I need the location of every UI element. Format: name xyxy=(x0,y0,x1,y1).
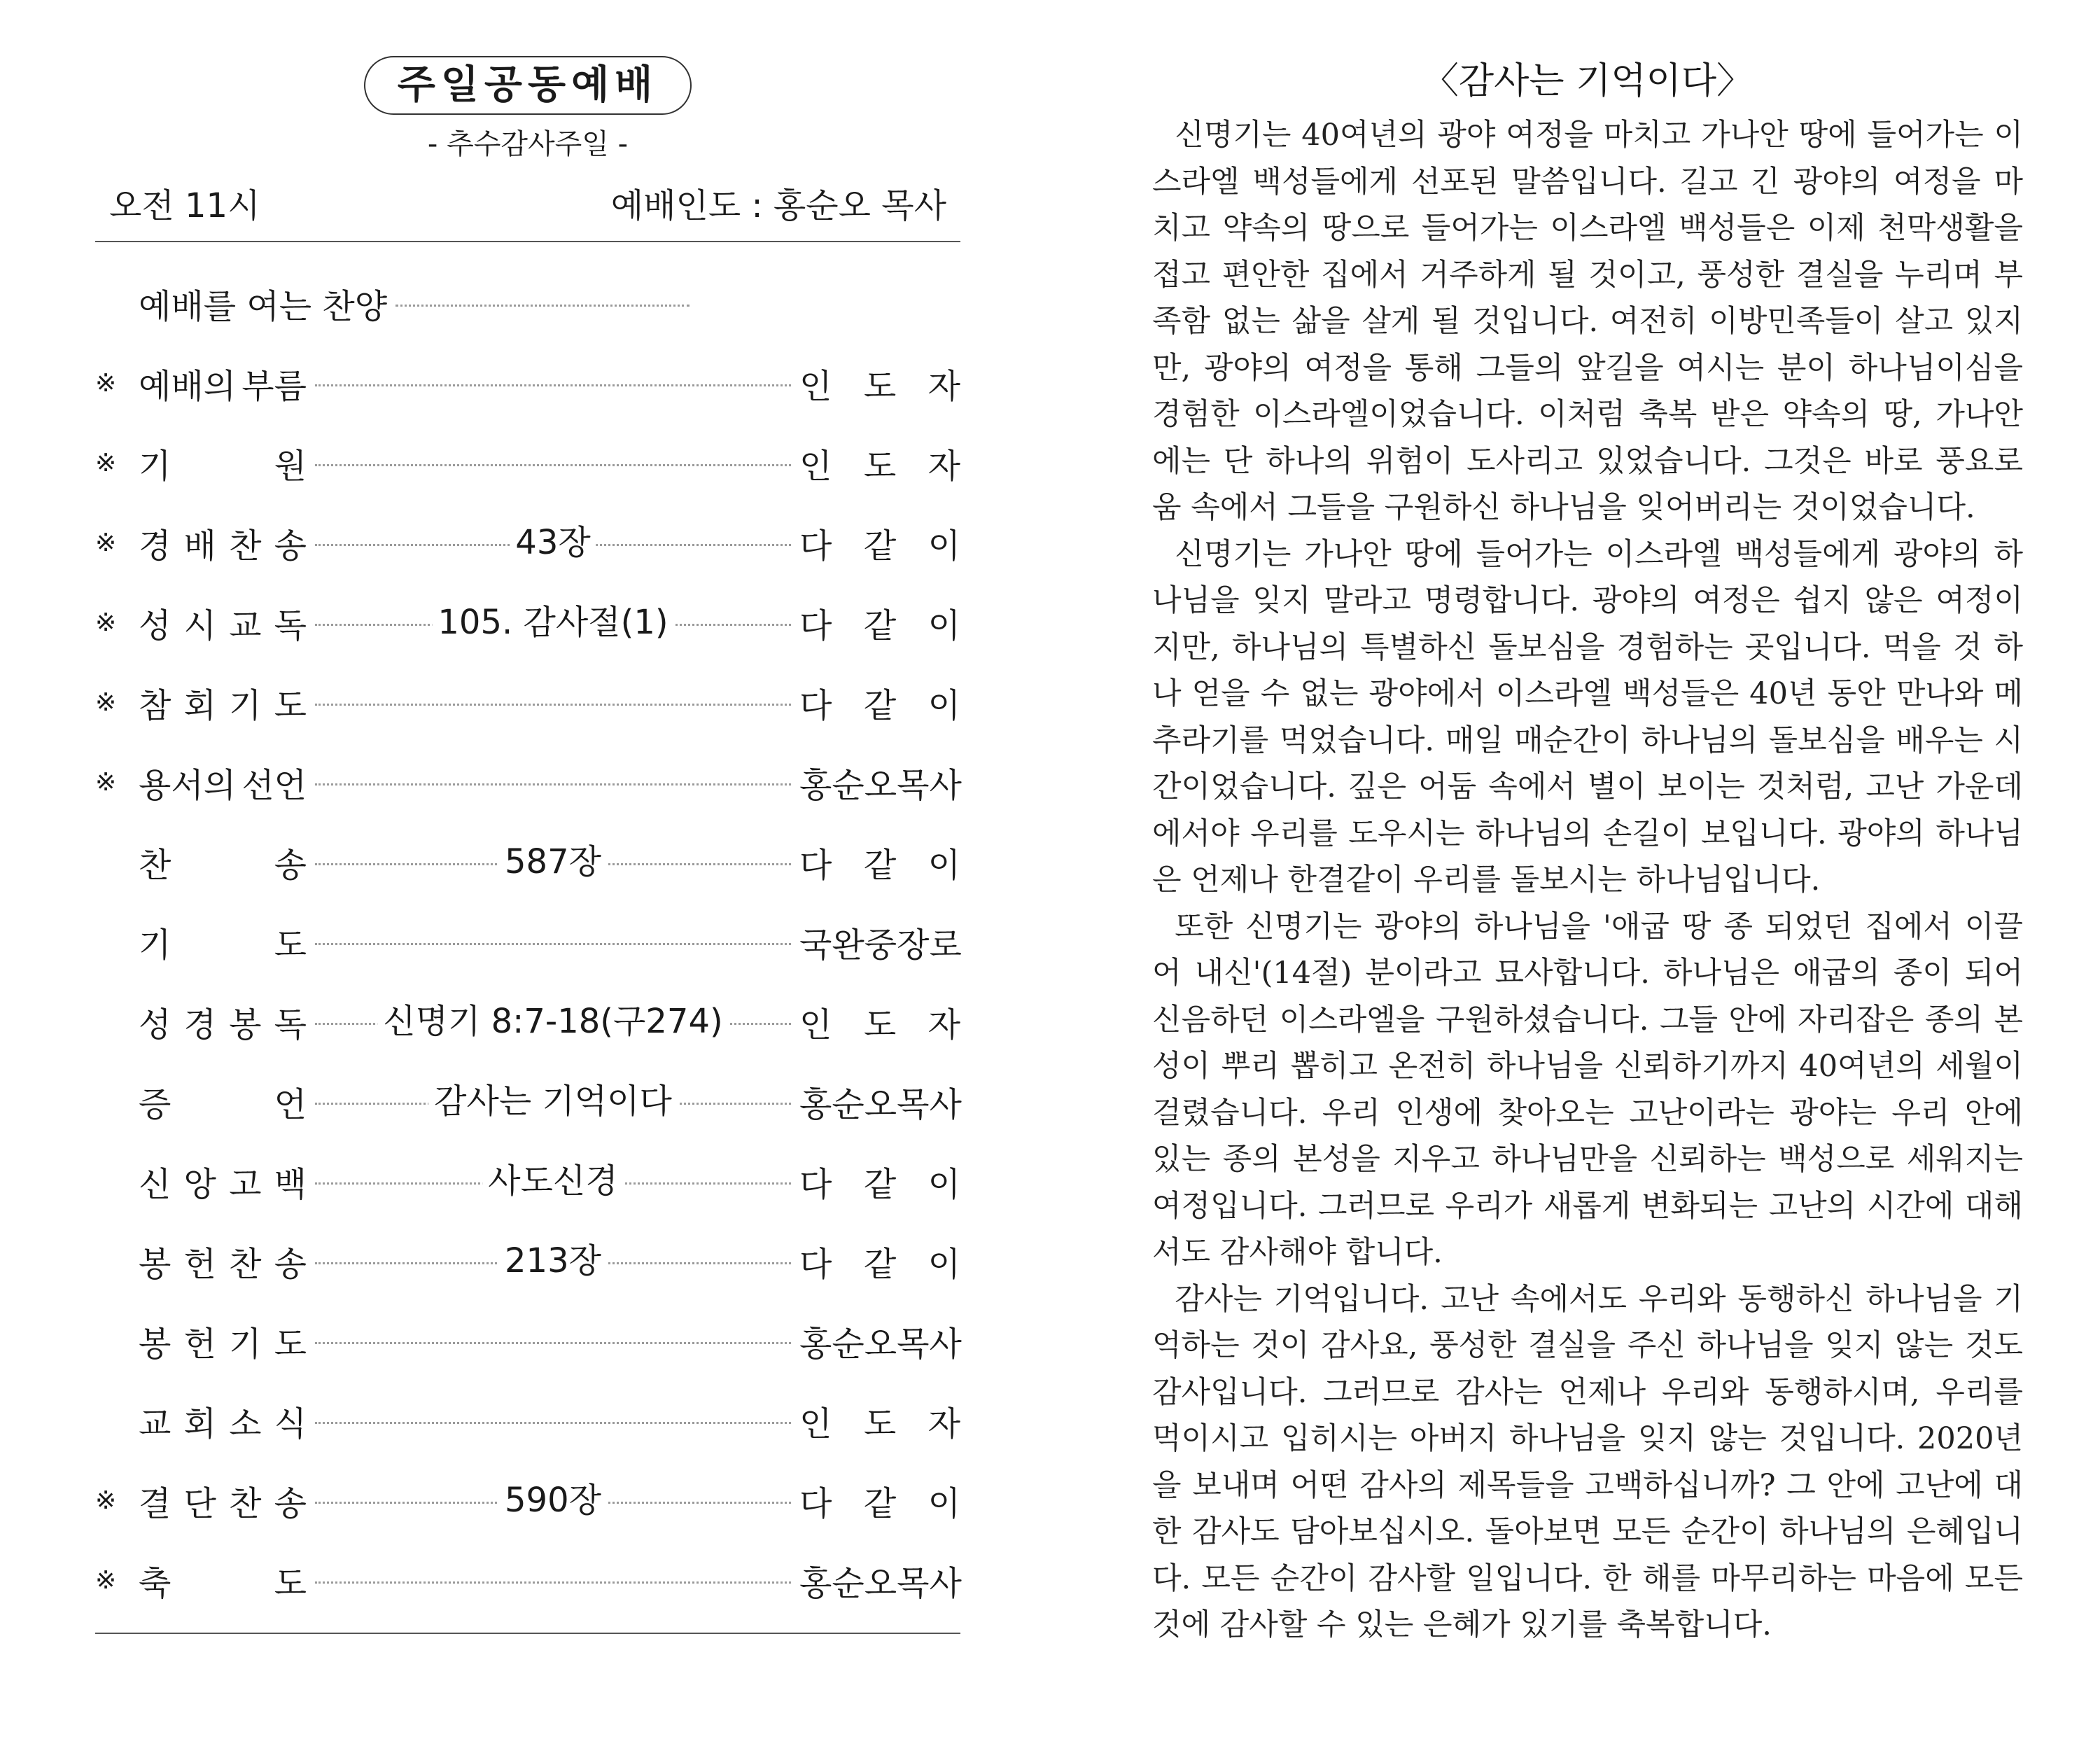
spaced-char: 회 xyxy=(183,1404,216,1444)
spaced-char: 기 xyxy=(229,685,262,725)
order-item-leader xyxy=(799,998,960,1046)
spaced-char: 같 xyxy=(863,526,897,566)
order-item-leader xyxy=(799,678,960,727)
service-time: 오전 11시 xyxy=(109,186,260,225)
standing-mark: ※ xyxy=(95,528,117,557)
spaced-char: 같 xyxy=(863,685,897,725)
order-item-content: 213장 xyxy=(499,1244,607,1278)
spaced-char: 같 xyxy=(863,606,897,645)
spaced-char: 목사 xyxy=(897,1563,962,1603)
spaced-char: 봉 xyxy=(229,1005,262,1045)
order-item-name xyxy=(139,918,307,966)
spaced-char: 다 xyxy=(799,526,832,566)
spaced-char: 성 xyxy=(139,1005,172,1045)
dotted-leader-line xyxy=(315,523,791,562)
spaced-char: 선언 xyxy=(241,765,307,805)
spaced-char: 시 xyxy=(183,606,216,645)
spaced-char: 같 xyxy=(863,1244,897,1284)
worship-order-page xyxy=(95,56,960,1634)
order-item xyxy=(95,343,960,423)
spaced-char: 축 xyxy=(139,1563,172,1603)
dotted-leader-line xyxy=(315,925,791,958)
dotted-leader-line xyxy=(315,1002,791,1041)
order-item xyxy=(95,902,960,982)
spaced-char: 다 xyxy=(799,606,832,645)
order-item-leader xyxy=(799,1556,960,1605)
spaced-char: 다 xyxy=(799,685,832,725)
order-item-name xyxy=(139,1556,307,1605)
order-item xyxy=(95,263,960,343)
spaced-char: 성 xyxy=(139,606,172,645)
essay-body xyxy=(1152,112,2023,1649)
spaced-char: 인 xyxy=(799,1404,832,1444)
dotted-leader-line xyxy=(315,1404,791,1437)
spaced-char: 도 xyxy=(274,1563,307,1603)
spaced-char: 증 xyxy=(139,1084,172,1124)
service-leader-info: 예배인도 : 홍순오 목사 xyxy=(610,186,946,225)
spaced-char: 참 xyxy=(139,685,172,725)
order-item xyxy=(95,982,960,1061)
order-item xyxy=(95,662,960,742)
essay-title: 〈감사는 기억이다〉 xyxy=(1422,60,1754,102)
order-item xyxy=(95,1540,960,1620)
order-item xyxy=(95,1460,960,1540)
order-item-name xyxy=(139,1476,307,1525)
spaced-char: 기 xyxy=(139,925,172,965)
order-item-name xyxy=(139,758,307,806)
order-item-content: 587장 xyxy=(499,845,607,879)
order-item-name xyxy=(139,439,307,487)
order-item-name xyxy=(139,838,307,886)
order-item-leader xyxy=(799,758,960,806)
spaced-char: 홍순오 xyxy=(799,1084,897,1124)
spaced-char: 같 xyxy=(863,1483,897,1523)
dotted-leader-line xyxy=(315,1161,791,1201)
order-item-leader xyxy=(799,1476,960,1525)
spaced-char: 송 xyxy=(274,526,307,566)
spaced-char: 독 xyxy=(274,1005,307,1045)
dotted-leader-line xyxy=(315,1481,791,1520)
spaced-char: 결 xyxy=(139,1483,172,1523)
spaced-char: 다 xyxy=(799,1244,832,1284)
sermon-essay-page xyxy=(1152,50,2023,1649)
order-item-name xyxy=(139,1077,307,1126)
spaced-char: 다 xyxy=(799,1164,832,1204)
order-item-leader xyxy=(799,838,960,886)
dotted-leader-line xyxy=(315,366,791,400)
spaced-char: 송 xyxy=(274,1483,307,1523)
spaced-char: 경 xyxy=(139,526,172,566)
order-item xyxy=(95,822,960,902)
spaced-char: 원 xyxy=(274,446,307,486)
spaced-char: 자 xyxy=(927,366,960,406)
order-item xyxy=(95,1061,960,1141)
dotted-leader-line xyxy=(315,842,791,881)
spaced-char: 홍순오 xyxy=(799,765,897,805)
spaced-char: 찬 xyxy=(229,526,262,566)
standing-mark: ※ xyxy=(95,1565,117,1595)
order-item-leader xyxy=(799,918,960,966)
spaced-char: 헌 xyxy=(183,1244,216,1284)
spaced-char: 인 xyxy=(799,1005,832,1045)
service-title: 주일공동예배 xyxy=(364,56,692,115)
spaced-char: 봉 xyxy=(139,1324,172,1364)
spaced-char: 도 xyxy=(863,1005,897,1045)
order-item-leader xyxy=(799,1237,960,1285)
spaced-char: 홍순오 xyxy=(799,1563,897,1603)
spaced-char: 장로 xyxy=(897,925,962,965)
spaced-char: 이 xyxy=(927,1483,960,1523)
spaced-char: 백 xyxy=(274,1164,307,1204)
spaced-char: 언 xyxy=(274,1084,307,1124)
spaced-char: 목사 xyxy=(897,765,962,805)
spaced-char: 다 xyxy=(799,1483,832,1523)
dotted-leader-line xyxy=(315,446,791,480)
standing-mark: ※ xyxy=(95,448,117,477)
spaced-char: 홍순오 xyxy=(799,1324,897,1364)
spaced-char: 이 xyxy=(927,606,960,645)
order-item-content: 43장 xyxy=(510,526,596,559)
dotted-leader-line xyxy=(315,765,791,799)
order-item-name xyxy=(139,1317,307,1365)
spaced-char: 찬 xyxy=(229,1244,262,1284)
spaced-char: 도 xyxy=(274,685,307,725)
order-item-name xyxy=(139,678,307,727)
standing-mark: ※ xyxy=(95,767,117,797)
service-info-row xyxy=(95,164,960,241)
spaced-char: 식 xyxy=(274,1404,307,1444)
spaced-char: 기 xyxy=(139,446,172,486)
order-item-name: 예배를 여는 찬양 xyxy=(139,286,388,326)
order-item-name xyxy=(139,1397,307,1445)
spaced-char: 교 xyxy=(229,606,262,645)
spaced-char: 목사 xyxy=(897,1084,962,1124)
spaced-char: 도 xyxy=(863,446,897,486)
order-item-leader xyxy=(799,519,960,567)
spaced-char: 용서의 xyxy=(139,765,237,805)
spaced-char: 송 xyxy=(274,1244,307,1284)
dotted-leader-line xyxy=(315,1563,791,1597)
spaced-char: 독 xyxy=(274,606,307,645)
spaced-char: 같 xyxy=(863,845,897,885)
order-item xyxy=(95,582,960,662)
order-item-leader xyxy=(799,1157,960,1206)
spaced-char: 배 xyxy=(183,526,216,566)
dotted-leader-line xyxy=(315,1324,791,1357)
order-item-leader xyxy=(799,439,960,487)
order-item-name xyxy=(139,998,307,1046)
dotted-leader-line xyxy=(315,1082,791,1121)
standing-mark: ※ xyxy=(95,1486,117,1515)
spaced-char: 기 xyxy=(229,1324,262,1364)
spaced-char: 이 xyxy=(927,685,960,725)
spaced-char: 자 xyxy=(927,1005,960,1045)
spaced-char: 자 xyxy=(927,446,960,486)
order-item-leader xyxy=(799,599,960,647)
spaced-char: 부름 xyxy=(241,366,307,406)
spaced-char: 헌 xyxy=(183,1324,216,1364)
spaced-char: 같 xyxy=(863,1164,897,1204)
standing-mark: ※ xyxy=(95,368,117,398)
spaced-char: 국완중 xyxy=(799,925,897,965)
spaced-char: 소 xyxy=(229,1404,262,1444)
spaced-char: 인 xyxy=(799,446,832,486)
essay-paragraph: 감사는 기억입니다. 고난 속에서도 우리와 동행하신 하나님을 기억하는 것이 감사요, 풍성한 결실을 주신 하나님을 잊지 않는 것도 감사입니다. 그러므로 감사는 언제나 우리와 동행하시며, 우리를 먹이시고 입히시는 아버지 하나님을 잊지 않는 것입니다. 2020년을 보내며 어떤 감사의 제목들을 고백하십니까? 그 안에 고난에 대한 감사도 담아보십시오. 돌아보면 모든 순간이 하나님의 은혜입니다. 모든 순간이 감사할 일입니다. 한 해를 마무리하는 마음에 모든 것에 감사할 수 있는 은혜가 있기를 축복합니다. xyxy=(1152,1281,2023,1642)
spaced-char: 도 xyxy=(274,1324,307,1364)
order-item-content: 감사는 기억이다 xyxy=(428,1084,678,1118)
dotted-leader-line xyxy=(315,685,791,719)
essay-paragraph: 신명기는 40여년의 광야 여정을 마치고 가나안 땅에 들어가는 이스라엘 백성들에게 선포된 말씀입니다. 길고 긴 광야의 여정을 마치고 약속의 땅으로 들어가는 이스라엘 백성들은 이제 천막생활을 접고 편안한 집에서 거주하게 될 것이고, 풍성한 결실을 누리며 부족함 없는 삶을 살게 될 것입니다. 여전히 이방민족들이 살고 있지만, 광야의 여정을 통해 그들의 앞길을 여시는 분이 하나님이심을 경험한 이스라엘이었습니다. 이처럼 축복 받은 약속의 땅, 가나안에는 단 하나의 위험이 도사리고 있었습니다. 그것은 바로 풍요로움 속에서 그들을 구원하신 하나님을 잊어버리는 것이었습니다. xyxy=(1152,118,2023,525)
order-item-leader xyxy=(799,1317,960,1365)
order-item xyxy=(95,423,960,503)
spaced-char: 예배의 xyxy=(139,366,237,406)
spaced-char: 봉 xyxy=(139,1244,172,1284)
spaced-char: 경 xyxy=(183,1005,216,1045)
spaced-char: 신 xyxy=(139,1164,172,1204)
standing-mark: ※ xyxy=(95,687,117,717)
spaced-char: 이 xyxy=(927,526,960,566)
spaced-char: 도 xyxy=(274,925,307,965)
spaced-char: 단 xyxy=(183,1483,216,1523)
spaced-char: 찬 xyxy=(229,1483,262,1523)
order-item-leader xyxy=(799,1397,960,1445)
order-item xyxy=(95,1141,960,1221)
bottom-divider xyxy=(95,1633,960,1634)
spaced-char: 이 xyxy=(927,1244,960,1284)
dotted-leader-line xyxy=(315,1241,791,1280)
order-of-worship-list xyxy=(95,242,960,1620)
order-item-content: 590장 xyxy=(499,1483,607,1517)
order-item xyxy=(95,742,960,822)
spaced-char: 도 xyxy=(863,366,897,406)
service-subtitle: - 추수감사주일 - xyxy=(427,128,629,160)
order-item-leader xyxy=(799,1077,960,1126)
spaced-char: 이 xyxy=(927,845,960,885)
spaced-char: 찬 xyxy=(139,845,172,885)
order-item-name xyxy=(139,599,307,647)
spaced-char: 다 xyxy=(799,845,832,885)
spaced-char: 앙 xyxy=(183,1164,216,1204)
spaced-char: 고 xyxy=(229,1164,262,1204)
spaced-char: 교 xyxy=(139,1404,172,1444)
spaced-char: 도 xyxy=(863,1404,897,1444)
order-item-leader xyxy=(799,359,960,407)
essay-paragraph: 또한 신명기는 광야의 하나님을 '애굽 땅 종 되었던 집에서 이끌어 내신'(14절) 분이라고 묘사합니다. 하나님은 애굽의 종이 되어 신음하던 이스라엘을 구원하셨습니다. 그들 안에 자리잡은 종의 본성이 뿌리 뽑히고 온전히 하나님을 신뢰하기까지 40여년의 세월이 걸렸습니다. 우리 인생에 찾아오는 고난이라는 광야는 우리 안에 있는 종의 본성을 지우고 하나님만을 신뢰하는 백성으로 세워지는 여정입니다. 그러므로 우리가 새롭게 변화되는 고난의 시간에 대해서도 감사해야 합니다. xyxy=(1152,909,2023,1270)
order-item xyxy=(95,1301,960,1381)
standing-mark: ※ xyxy=(95,608,117,637)
order-item-content: 105. 감사절(1) xyxy=(432,606,673,639)
order-item-name xyxy=(139,359,307,407)
order-item xyxy=(95,1381,960,1460)
spaced-char: 자 xyxy=(927,1404,960,1444)
order-item xyxy=(95,503,960,582)
spaced-char: 이 xyxy=(927,1164,960,1204)
essay-paragraph: 신명기는 가나안 땅에 들어가는 이스라엘 백성들에게 광야의 하나님을 잊지 말라고 명령합니다. 광야의 여정은 쉽지 않은 여정이지만, 하나님의 특별하신 돌보심을 경험하는 곳입니다. 먹을 것 하나 얻을 수 없는 광야에서 이스라엘 백성들은 40년 동안 만나와 메추라기를 먹었습니다. 매일 매순간이 하나님의 돌보심을 배우는 시간이었습니다. 깊은 어둠 속에서 별이 보이는 것처럼, 고난 가운데에서야 우리를 도우시는 하나님의 손길이 보입니다. 광야의 하나님은 언제나 한결같이 우리를 돌보시는 하나님입니다. xyxy=(1152,536,2023,898)
spaced-char: 인 xyxy=(799,366,832,406)
order-item-content: 신명기 8:7-18(구274) xyxy=(377,1005,728,1038)
order-item-name xyxy=(139,519,307,567)
order-item-name xyxy=(139,1237,307,1285)
dotted-leader-line xyxy=(315,603,791,642)
spaced-char: 회 xyxy=(183,685,216,725)
order-item-content: 사도신경 xyxy=(482,1164,623,1198)
spaced-char: 송 xyxy=(274,845,307,885)
order-item xyxy=(95,1221,960,1301)
spaced-char: 목사 xyxy=(897,1324,962,1364)
order-item-name xyxy=(139,1157,307,1206)
dotted-leader-line xyxy=(396,286,690,320)
